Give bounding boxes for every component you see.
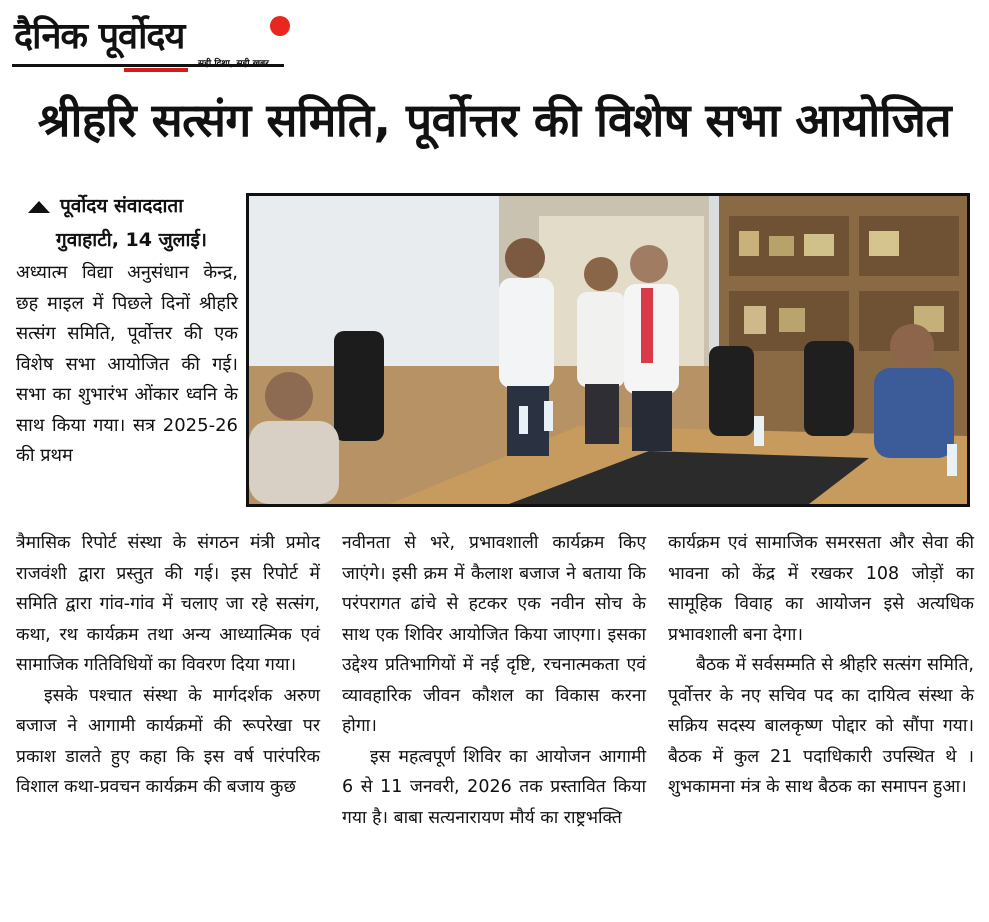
column-1-paragraph-2: इसके पश्चात संस्था के मार्गदर्शक अरुण बजाज ने आगामी कार्यक्रमों की रूपरेखा पर प्रकाश डालते हुए कहा कि इस वर्ष पारंपरिक विशाल कथा-प्रवचन कार्यक्रम की बजाय कुछ <box>16 685 320 797</box>
logo-dot-icon <box>270 16 290 36</box>
column-3-paragraph-1: कार्यक्रम एवं सामाजिक समरसता और सेवा की भावना को केंद्र में रखकर 108 जोड़ों का सामूहिक विवाह का आयोजन इसे अत्यधिक प्रभावशाली बना देगा। <box>668 533 974 645</box>
column-2-paragraph-1: नवीनता से भरे, प्रभावशाली कार्यक्रम किए जाएंगे। इसी क्रम में कैलाश बजाज ने बताया कि परंपरागत ढांचे से हटकर एक नवीन सोच के साथ एक शिविर आयोजित किया जाएगा। इसका उद्देश्य प्रतिभागियों में नई दृष्टि, रचनात्मकता एवं व्यावहारिक जीवन कौशल का विकास करना होगा। <box>342 533 646 736</box>
intro-paragraph: अध्यात्म विद्या अनुसंधान केन्द्र, छह माइल में पिछले दिनों श्रीहरि सत्संग समिति, पूर्वोत्तर की एक विशेष सभा आयोजित की गई। सभा का शुभारंभ ओंकार ध्वनि के साथ किया गया। सत्र 2025-26 की प्रथम <box>16 262 238 466</box>
byline-text: पूर्वोदय संवाददाता <box>60 195 184 217</box>
masthead-rule <box>12 64 284 67</box>
column-3-paragraph-2: बैठक में सर्वसम्मति से श्रीहरि सत्संग समिति, पूर्वोत्तर के नए सचिव पद का दायित्व संस्था के सक्रिय सदस्य बालकृष्ण पोद्दार को सौंपा गया। बैठक में कुल 21 पदाधिकारी उपस्थित थे । शुभकामना मंत्र के साथ बैठक का समापन हुआ। <box>668 655 974 797</box>
masthead-red-bar <box>124 68 188 72</box>
column-1-paragraph-1: त्रैमासिक रिपोर्ट संस्था के संगठन मंत्री प्रमोद राजवंशी द्वारा प्रस्तुत की गई। इस रिपोर्ट में समिति द्वारा गांव-गांव में चलाए जा रहे सत्संग, कथा, रथ कार्यक्रम तथा अन्य आध्यात्मिक एवं सामाजिक गतिविधियों का विवरण दिया गया। <box>16 533 320 675</box>
byline <box>28 192 238 218</box>
masthead <box>12 6 284 72</box>
article-headline: श्रीहरि सत्संग समिति, पूर्वोत्तर की विशेष सभा आयोजित <box>37 93 952 147</box>
dateline: गुवाहाटी, 14 जुलाई। <box>56 229 208 251</box>
meeting-photo-illustration <box>249 196 967 504</box>
meeting-photo <box>246 193 970 507</box>
column-2-paragraph-2: इस महत्वपूर्ण शिविर का आयोजन आगामी 6 से 11 जनवरी, 2026 तक प्रस्तावित किया गया है। बाबा सत्यनारायण मौर्य का राष्ट्रभक्ति <box>342 746 646 828</box>
column-1 <box>16 528 320 803</box>
masthead-tagline <box>198 56 269 69</box>
newspaper-logo: दैनिक पूर्वोदय <box>14 16 185 57</box>
column-2 <box>342 528 646 833</box>
byline-triangle-icon <box>28 201 50 213</box>
column-3 <box>668 528 974 803</box>
